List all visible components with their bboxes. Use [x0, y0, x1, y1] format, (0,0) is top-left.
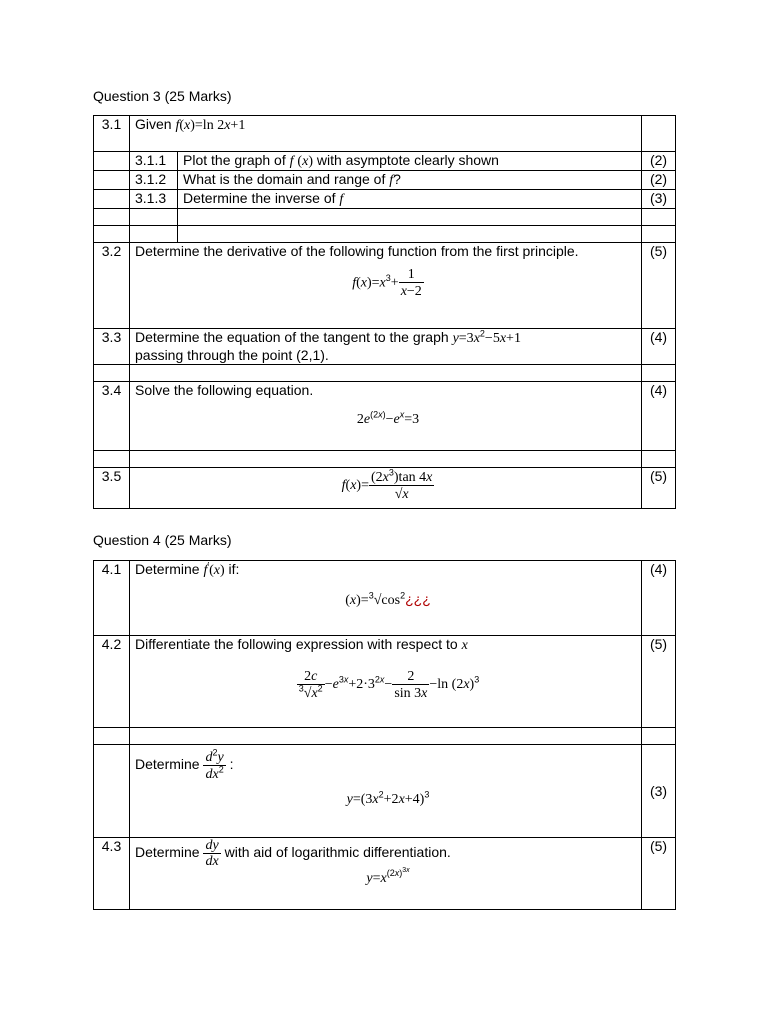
item-number: 3.3: [94, 329, 130, 365]
formula: $y=(3x^2+2x+4)^3$: [346, 789, 430, 807]
table-row: [94, 209, 676, 226]
table-row: [94, 365, 676, 382]
table-row: [94, 636, 676, 728]
table-row: [94, 329, 676, 365]
item-number: 3.1.3: [130, 190, 178, 209]
marks: (5): [642, 636, 676, 728]
table-row: [94, 190, 676, 209]
table-row: [94, 226, 676, 243]
marks: (5): [642, 838, 676, 910]
marks: (4): [642, 329, 676, 365]
table-row: [94, 745, 676, 838]
question-text: [130, 468, 642, 509]
table-row: [94, 451, 676, 468]
table-row: [94, 561, 676, 636]
formula: $(x)=^3√\cos^2¿¿¿$: [345, 590, 431, 608]
question-text: What is the domain and range of f?: [178, 171, 642, 190]
item-number: 3.5: [94, 468, 130, 509]
marks: (3): [642, 190, 676, 209]
question-4-table: [93, 560, 676, 910]
marks: (5): [642, 468, 676, 509]
question-text: Plot the graph of f (x) with asymptote clearly shown: [178, 152, 642, 171]
marks: [642, 116, 676, 152]
question-text: Determine the inverse of f: [178, 190, 642, 209]
item-number: 3.1.2: [130, 171, 178, 190]
question-text: Determine $\frac{dy}{dx}$ with aid of logarithmic differentiation. $y=x^{(2x)^{3x}}$: [130, 838, 642, 910]
item-number: 4.3: [94, 838, 130, 910]
marks: (2): [642, 152, 676, 171]
marks: (2): [642, 171, 676, 190]
marks: (4): [642, 561, 676, 636]
marks: (5): [642, 243, 676, 329]
formula: f(x)= $\frac{(2x^3)\tan 4x}{√x}$: [341, 467, 433, 502]
formula: $y=x^{(2x)^{3x}}$: [366, 867, 410, 886]
table-row: [94, 838, 676, 910]
item-number: 3.4: [94, 382, 130, 451]
table-row: [94, 116, 676, 152]
item-number: 3.2: [94, 243, 130, 329]
table-row: [94, 728, 676, 745]
question-text: Determine f′(x) if: $(x)=^3√\cos^2¿¿¿$: [130, 561, 642, 636]
question-text: Given f(x)=ln 2x+1: [130, 116, 642, 152]
item-number: 4.2: [94, 636, 130, 728]
item-number: 4.1: [94, 561, 130, 636]
formula: $\frac{2c}{^3√x^2}$ $-e^{3x}+2\cdot 3^{2x}-$ $\frac{2}{\sin 3x}$ −ln $(2x)^3$: [298, 668, 480, 701]
question-3-title: Question 3 (25 Marks): [93, 88, 232, 104]
table-row: [94, 171, 676, 190]
question-text: Determine the equation of the tangent to the graph $y=3x^2-5x+1$ passing through the point (2,1).: [130, 329, 642, 365]
formula: $2e^{(2x)}-e^x=3$: [356, 409, 420, 427]
question-3-table: [93, 115, 676, 509]
table-row: [94, 468, 676, 509]
table-row: [94, 152, 676, 171]
item-number: 3.1.1: [130, 152, 178, 171]
marks: (4): [642, 382, 676, 451]
table-row: [94, 243, 676, 329]
question-text: Determine $\frac{d^2y}{dx^2}$ : $y=(3x^2+2x+4)^3$: [130, 745, 642, 838]
question-text: Differentiate the following expression with respect to x $\frac{2c}{^3√x^2}$ $-e^{3x}+2\cdot 3^{2x}-$ $\frac{2}{\sin 3x}$ −ln $(2x)^3$: [130, 636, 642, 728]
question-4-title: Question 4 (25 Marks): [93, 532, 232, 548]
question-text: Determine the derivative of the following function from the first principle. $f(x)=x^3+$ $\frac{1}{x-2}$: [130, 243, 642, 329]
question-text: Solve the following equation. $2e^{(2x)}-e^x=3$: [130, 382, 642, 451]
item-number: 3.1: [94, 116, 130, 152]
formula: $f(x)=x^3+$ $\frac{1}{x-2}$: [352, 267, 422, 299]
marks: (3): [642, 745, 676, 838]
table-row: [94, 382, 676, 451]
